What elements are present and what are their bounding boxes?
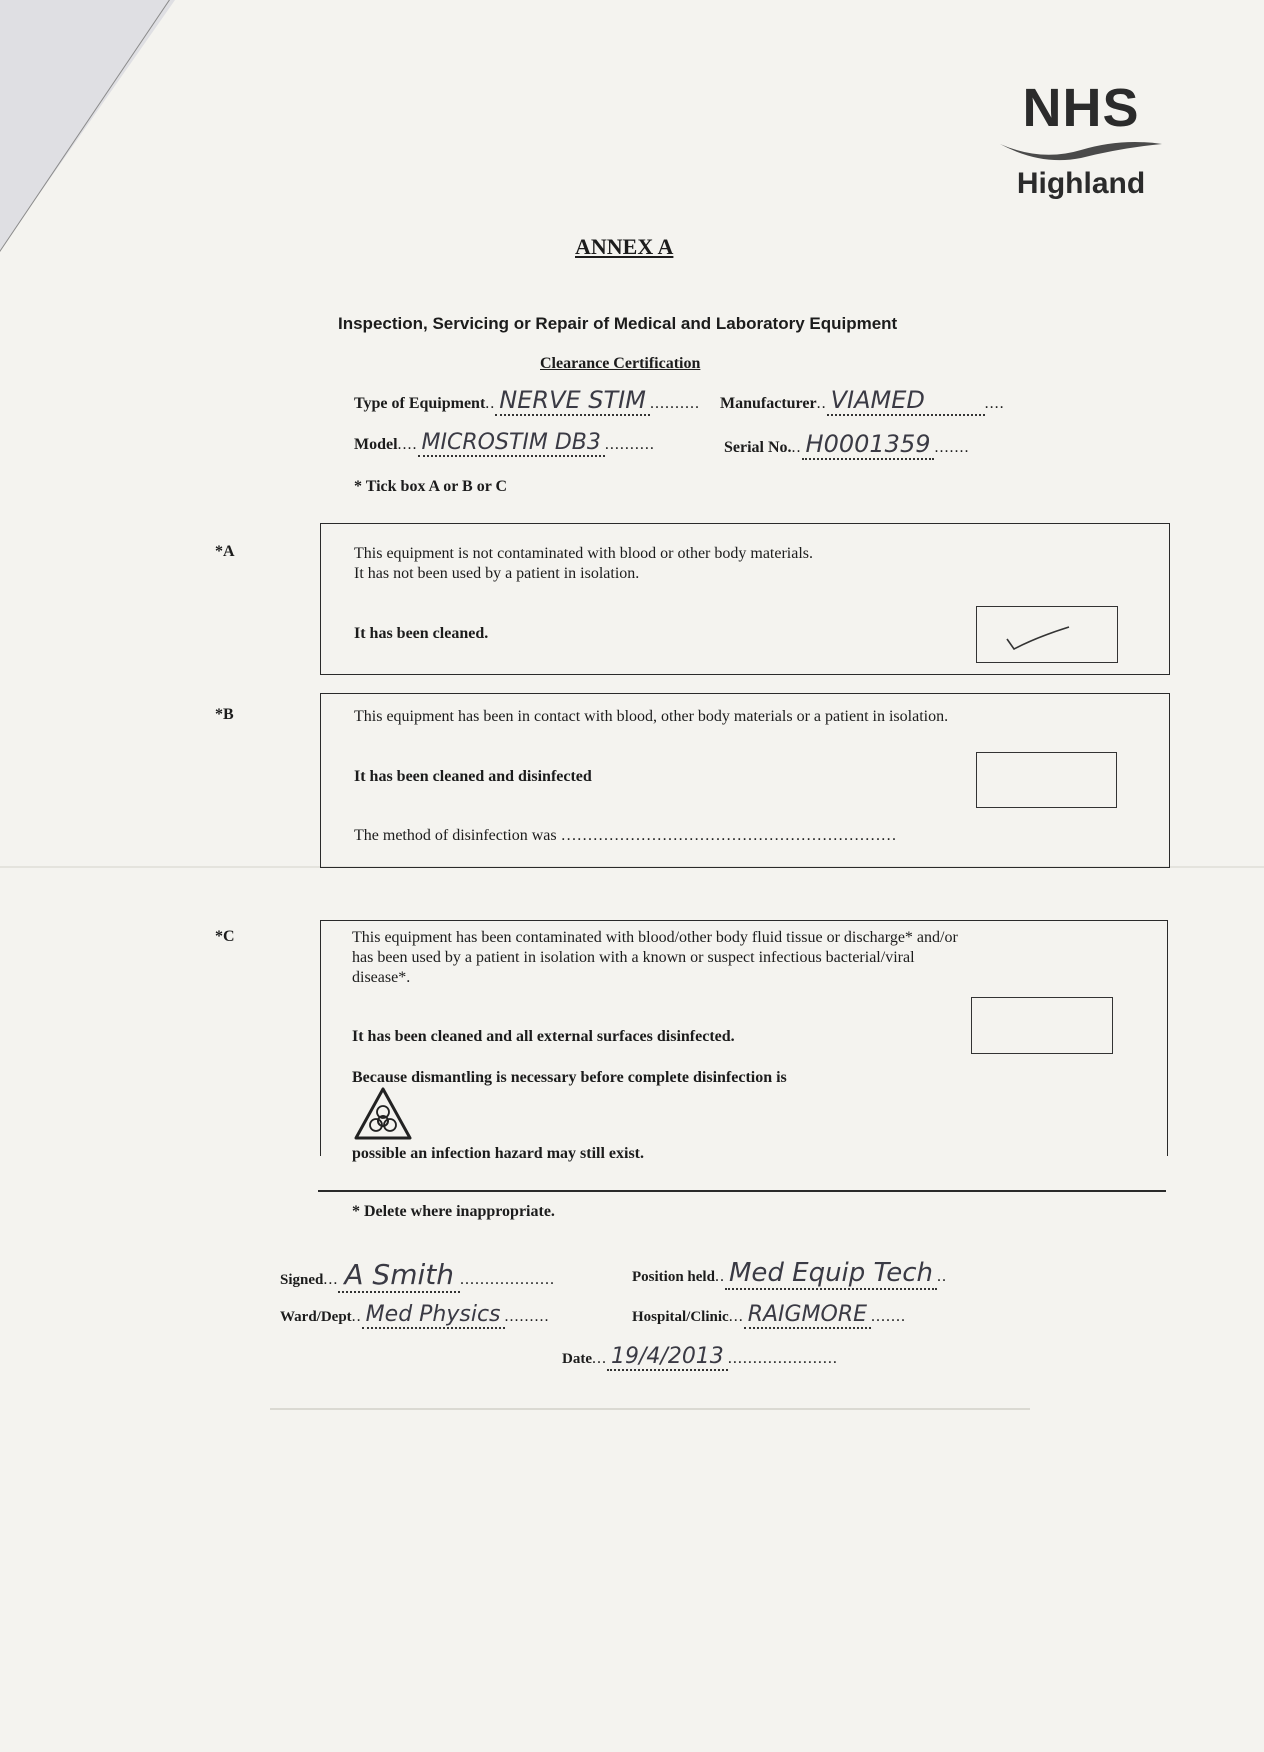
manufacturer-value: VIAMED: [827, 386, 985, 416]
manufacturer-label: Manufacturer: [720, 395, 817, 412]
section-b-checkbox[interactable]: [976, 752, 1117, 808]
serial-value: H0001359: [802, 430, 935, 460]
section-c-warning-line1: Because dismantling is necessary before complete disinfection is: [352, 1069, 787, 1086]
section-a-line2: It has not been used by a patient in isolation.: [354, 565, 640, 582]
type-of-equipment-field[interactable]: Type of Equipment .. NERVE STIM ..........: [354, 386, 700, 414]
type-label: Type of Equipment: [354, 395, 486, 412]
delete-note: * Delete where inappropriate.: [352, 1203, 555, 1220]
page-title: ANNEX A: [575, 234, 674, 259]
type-value: NERVE STIM: [495, 386, 650, 416]
section-c-warning-line2: possible an infection hazard may still exist.: [352, 1145, 645, 1162]
model-value: MICROSTIM DB3: [418, 430, 605, 457]
section-c-statement: It has been cleaned and all external surfaces disinfected.: [352, 1028, 735, 1045]
hospital-field[interactable]: Hospital/Clinic ... RAIGMORE .......: [632, 1302, 907, 1327]
model-field[interactable]: Model .... MICROSTIM DB3 ..........: [354, 430, 655, 455]
section-c-line2: has been used by a patient in isolation with a known or suspect infectious bacterial/viral: [352, 949, 915, 966]
biohazard-icon: [352, 1085, 414, 1143]
ward-value: Med Physics: [362, 1302, 505, 1329]
section-a-checkbox[interactable]: [976, 606, 1118, 663]
position-value: Med Equip Tech: [725, 1258, 937, 1290]
serial-field[interactable]: Serial No. .. H0001359 .......: [724, 430, 970, 458]
date-value: 19/4/2013: [607, 1344, 728, 1371]
checkmark-icon: [977, 607, 1117, 662]
logo-region: Highland: [1016, 167, 1146, 200]
section-title: Clearance Certification: [540, 355, 701, 372]
position-field[interactable]: Position held .. Med Equip Tech ..: [632, 1258, 947, 1288]
signature-value: A Smith: [338, 1258, 460, 1293]
section-c-line3: disease*.: [352, 969, 411, 986]
tick-instruction: * Tick box A or B or C: [354, 478, 508, 495]
signed-label: Signed: [280, 1272, 324, 1288]
ward-field[interactable]: Ward/Dept .. Med Physics .........: [280, 1302, 550, 1327]
signed-field[interactable]: Signed ... A Smith ...................: [280, 1258, 555, 1291]
section-a-statement: It has been cleaned.: [354, 625, 489, 642]
ward-label: Ward/Dept: [280, 1309, 352, 1325]
date-field[interactable]: Date ... 19/4/2013 ......................: [562, 1344, 838, 1369]
manufacturer-field[interactable]: Manufacturer .. VIAMED ....: [720, 386, 1005, 414]
paper-crease: [270, 1408, 1030, 1410]
section-c-line1: This equipment has been contaminated with blood/other body fluid tissue or discharge* and/or: [352, 929, 958, 946]
section-b-marker: *B: [215, 706, 234, 723]
serial-label: Serial No.: [724, 439, 792, 456]
section-a-marker: *A: [215, 543, 235, 560]
date-label: Date: [562, 1351, 592, 1367]
section-b-line1: This equipment has been in contact with blood, other body materials or a patient in isolation.: [354, 708, 949, 725]
logo-brand: NHS: [1022, 78, 1140, 138]
model-label: Model: [354, 436, 398, 453]
divider-line: [318, 1190, 1166, 1192]
form-subtitle: Inspection, Servicing or Repair of Medical and Laboratory Equipment: [338, 314, 898, 333]
section-c-marker: *C: [215, 928, 235, 945]
nhs-highland-logo: [996, 80, 1166, 200]
section-c-checkbox[interactable]: [971, 997, 1113, 1054]
section-a-line1: This equipment is not contaminated with blood or other body materials.: [354, 545, 814, 562]
hospital-label: Hospital/Clinic: [632, 1309, 729, 1325]
position-label: Position held: [632, 1269, 715, 1285]
hospital-value: RAIGMORE: [744, 1302, 871, 1329]
section-b-method[interactable]: The method of disinfection was ………………………………………………………: [354, 827, 897, 844]
section-b-statement: It has been cleaned and disinfected: [354, 768, 592, 785]
logo-swoosh-icon: [996, 136, 1166, 162]
